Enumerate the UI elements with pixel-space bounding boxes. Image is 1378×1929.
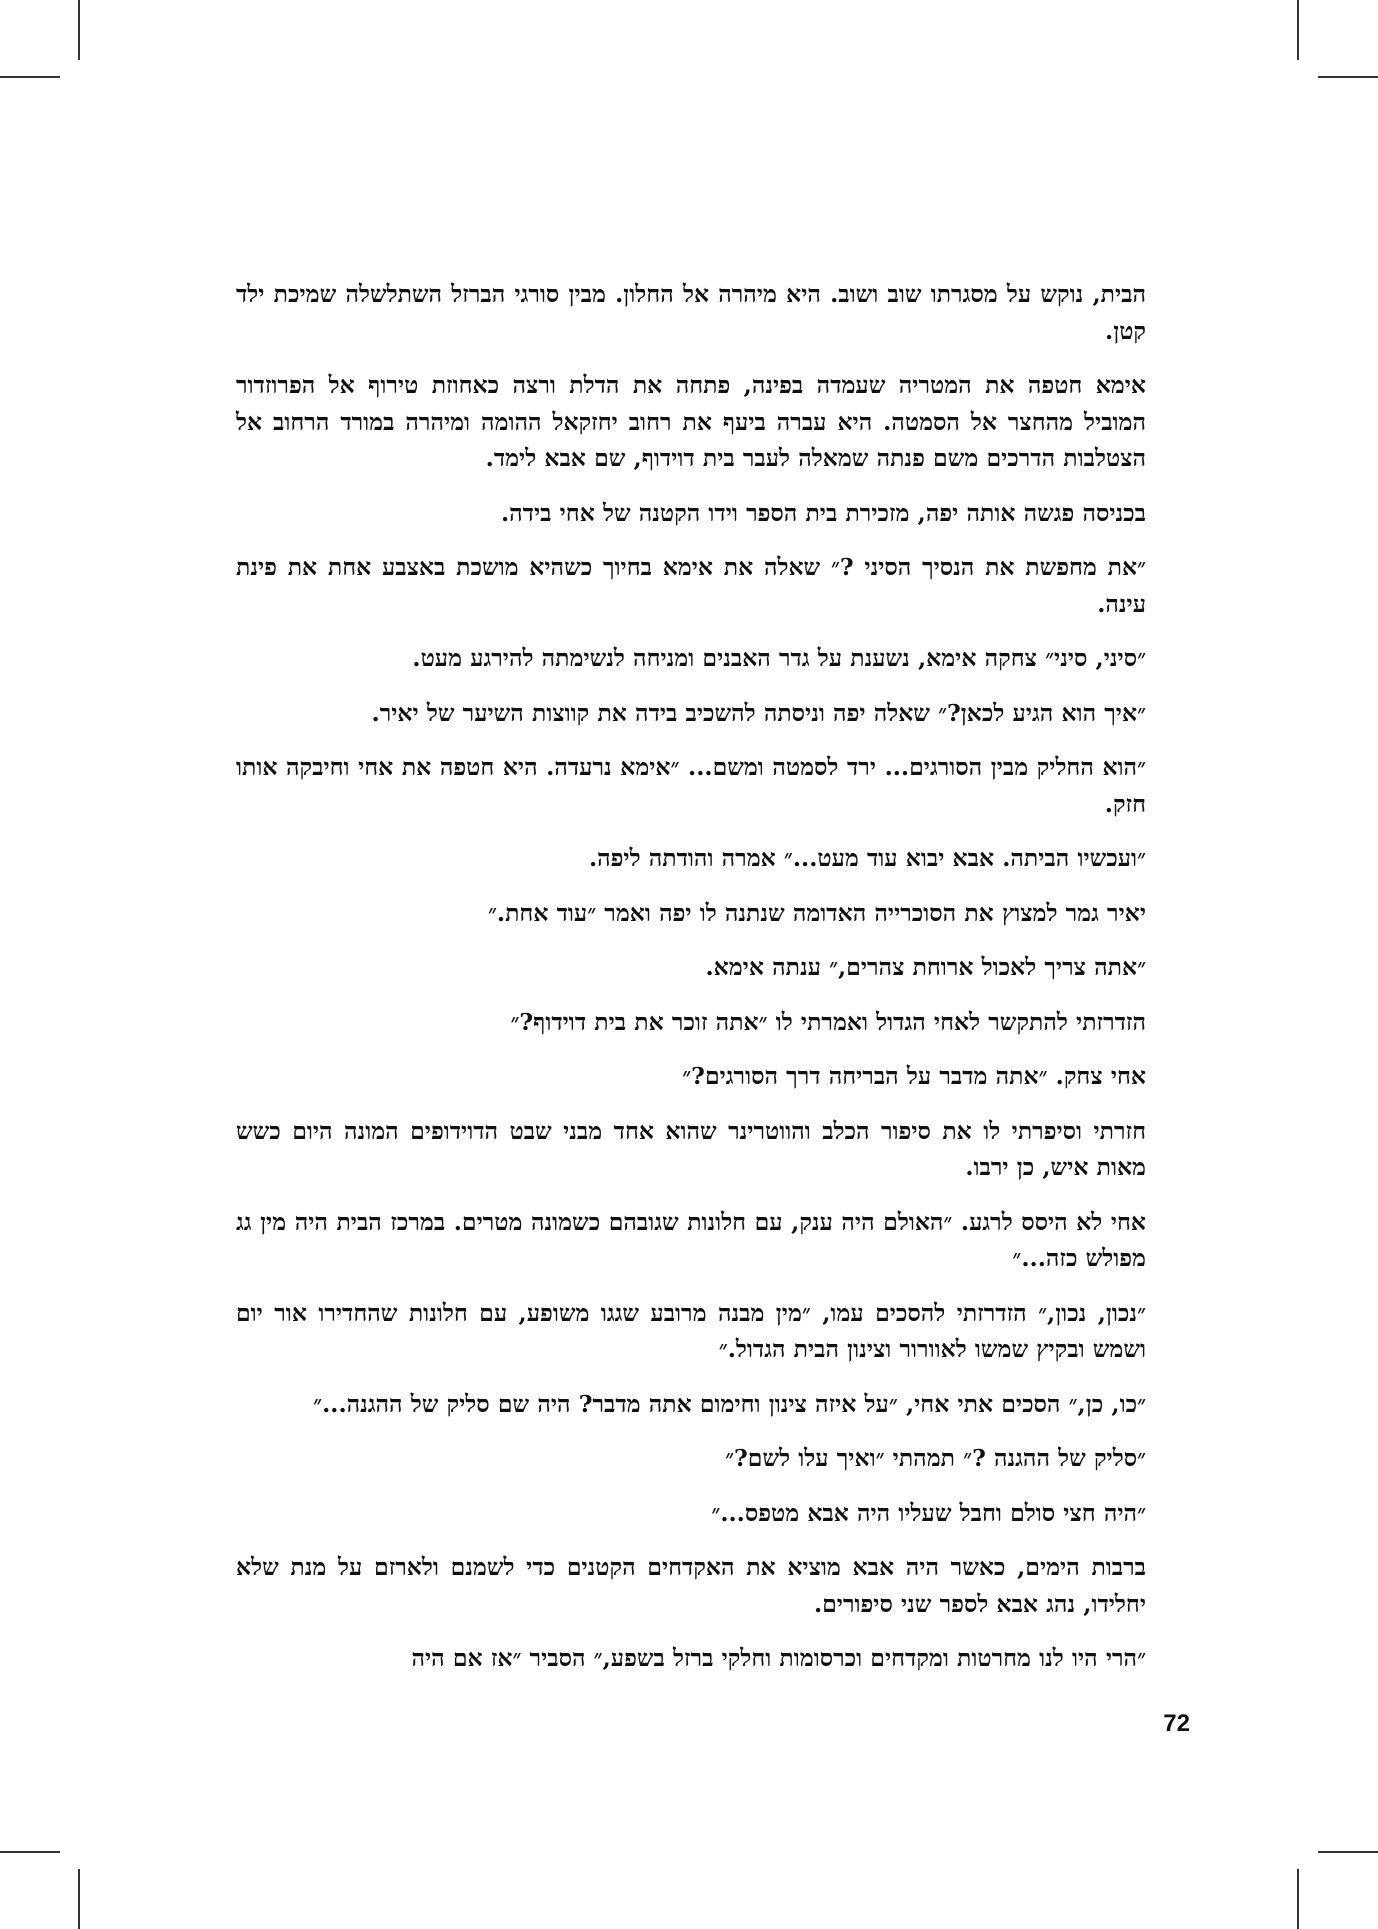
- crop-mark-bottom-right: [1297, 1869, 1299, 1929]
- page-number: 72: [1163, 1710, 1190, 1737]
- paragraph: אחי צחק. ״אתה מדבר על הבריחה דרך הסורגים?״: [682, 1062, 1146, 1090]
- paragraph: ״הרי היו לנו מחרטות ומקדחים וכרסומות וחלקי ברזל בשפע,״ הסביר ״אז אם היה: [411, 1644, 1146, 1672]
- paragraph: אחי לא היסס לרגע. ״האולם היה ענק, עם חלונות שגובהם כשמונה מטרים. במרכז הבית היה מין גג מפולש כזה...״: [236, 1207, 1146, 1272]
- paragraph: ״ועכשיו הביתה. אבא יבוא עוד מעט...״ אמרה והודתה ליפה.: [588, 844, 1146, 872]
- paragraph: ״סליק של ההגנה ?״ תמהתי ״ואיך עלו לשם?״: [725, 1444, 1146, 1472]
- crop-mark-bottom-left: [78, 1869, 80, 1929]
- crop-mark-bottom-right-h: [1318, 1851, 1378, 1853]
- paragraph: ״נכון, נכון,״ הזדרזתי להסכים עמו, ״מין מבנה מרובע שגגו משופע, עם חלונות שהחדירו אור יום ושמש ובקיץ שמשו לאוורור וצינון הבית הגדול.״: [236, 1298, 1146, 1363]
- crop-mark-bottom-left-h: [0, 1851, 60, 1853]
- paragraph: ״הוא החליק מבין הסורגים... ירד לסמטה ומשם... ״אימא נרעדה. היא חטפה את אחי וחיבקה אותו חזק.: [236, 753, 1146, 818]
- paragraph: ״אתה צריך לאכול ארוחת צהרים,״ ענתה אימא.: [705, 953, 1146, 981]
- body-text: [236, 276, 1146, 1695]
- paragraph: ״איך הוא הגיע לכאן?״ שאלה יפה וניסתה להשכיב בידה את קווצות השיער של יאיר.: [371, 698, 1146, 727]
- paragraph: ״סיני, סיני״ צחקה אימא, נשענת על גדר האבנים ומניחה לנשימתה להירגע מעט.: [412, 644, 1146, 672]
- paragraph: יאיר גמר למצוץ את הסוכרייה האדומה שנתנה לו יפה ואמר ״עוד אחת.״: [487, 898, 1146, 927]
- paragraph: חזרתי וסיפרתי לו את סיפור הכלב והווטרינר שהוא אחד מבני שבט הדוידופים המונה היום כשש מאות איש, כן ירבו.: [236, 1116, 1146, 1181]
- crop-mark-top-left-h: [0, 76, 60, 78]
- paragraph: ״את מחפשת את הנסיך הסיני ?״ שאלה את אימא בחיוך כשהיא מושכת באצבע אחת את פינת עינה.: [236, 553, 1146, 618]
- crop-mark-top-right: [1297, 0, 1299, 60]
- paragraph: אימא חטפה את המטריה שעמדה בפינה, פתחה את הדלת ורצה כאחוזת טירוף אל הפרוזדור המוביל מהחצר אל הסמטה. היא עברה ביעף את רחוב יחזקאל ההומה ומיהרה במורד הרחוב אל הצטלבות הדרכים משם פנתה שמאלה לעבר בית דוידוף, שם אבא לימד.: [236, 371, 1146, 472]
- paragraph: הבית, נוקש על מסגרתו שוב ושוב. היא מיהרה אל החלון. מבין סורגי הברזל השתלשלה שמיכת ילד קטן.: [236, 280, 1146, 345]
- paragraph: ברבות הימים, כאשר היה אבא מוציא את האקדחים הקטנים כדי לשמנם ולארזם על מנת שלא יחלידו, נהג אבא לספר שני סיפורים.: [236, 1553, 1146, 1618]
- paragraph: הזדרזתי להתקשר לאחי הגדול ואמרתי לו ״אתה זוכר את בית דוידוף?״: [510, 1007, 1146, 1036]
- paragraph: ״כו, כן,״ הסכים אתי אחי, ״על איזה צינון וחימום אתה מדבר? היה שם סליק של ההגנה...״: [313, 1389, 1146, 1418]
- crop-mark-top-left: [78, 0, 80, 60]
- paragraph: ״היה חצי סולם וחבל שעליו היה אבא מטפס...״: [711, 1498, 1146, 1527]
- paragraph: בכניסה פגשה אותה יפה, מזכירת בית הספר וידו הקטנה של אחי בידה.: [500, 498, 1146, 527]
- crop-mark-top-right-h: [1318, 76, 1378, 78]
